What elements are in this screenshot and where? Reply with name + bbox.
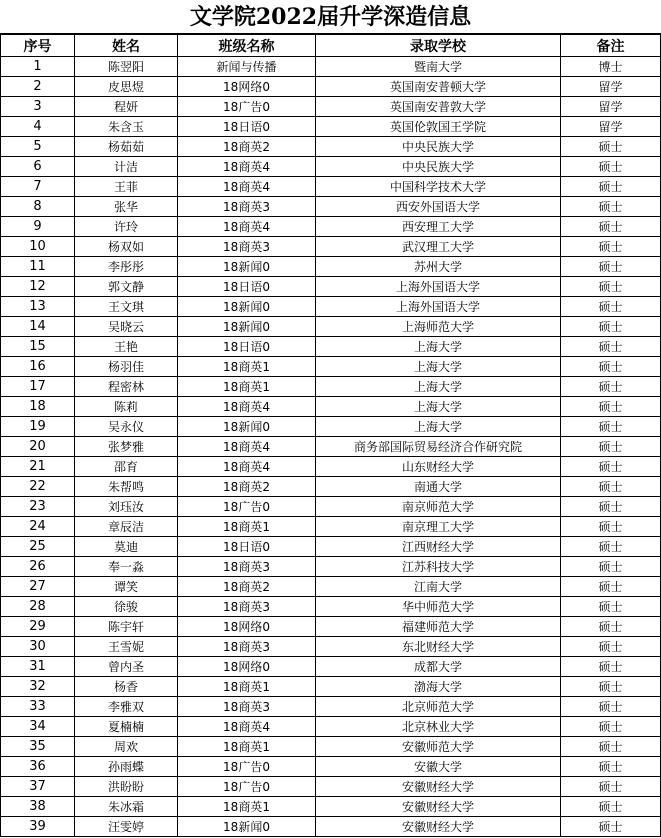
cell-index: 35 [1, 737, 75, 757]
cell-class: 18商英2 [178, 477, 316, 497]
table-row [1, 817, 661, 837]
table-row [1, 357, 661, 377]
cell-remark: 硕士 [561, 437, 661, 457]
table-row [1, 577, 661, 597]
cell-index: 5 [1, 137, 75, 157]
cell-remark: 硕士 [561, 417, 661, 437]
cell-school: 江南大学 [316, 577, 561, 597]
header-school: 录取学校 [316, 35, 561, 57]
cell-index: 8 [1, 197, 75, 217]
cell-school: 安徽师范大学 [316, 737, 561, 757]
cell-name: 王菲 [75, 177, 178, 197]
cell-school: 安徽财经大学 [316, 777, 561, 797]
cell-class: 18日语0 [178, 537, 316, 557]
cell-class: 18商英3 [178, 597, 316, 617]
cell-name: 张华 [75, 197, 178, 217]
cell-class: 18商英1 [178, 517, 316, 537]
cell-index: 18 [1, 397, 75, 417]
cell-remark: 硕士 [561, 377, 661, 397]
cell-index: 24 [1, 517, 75, 537]
cell-index: 13 [1, 297, 75, 317]
cell-class: 18商英4 [178, 217, 316, 237]
cell-remark: 硕士 [561, 717, 661, 737]
cell-name: 王艳 [75, 337, 178, 357]
cell-school: 山东财经大学 [316, 457, 561, 477]
cell-name: 杨香 [75, 677, 178, 697]
cell-name: 郭文静 [75, 277, 178, 297]
cell-school: 上海外国语大学 [316, 277, 561, 297]
cell-school: 江苏科技大学 [316, 557, 561, 577]
cell-index: 37 [1, 777, 75, 797]
table-row [1, 597, 661, 617]
cell-class: 18商英2 [178, 577, 316, 597]
table-row [1, 717, 661, 737]
table-row [1, 557, 661, 577]
cell-index: 7 [1, 177, 75, 197]
cell-name: 吴永仪 [75, 417, 178, 437]
table-row [1, 777, 661, 797]
cell-index: 33 [1, 697, 75, 717]
cell-name: 陈宇轩 [75, 617, 178, 637]
cell-remark: 硕士 [561, 317, 661, 337]
cell-class: 新闻与传播 [178, 57, 316, 77]
cell-class: 18商英4 [178, 177, 316, 197]
table-row [1, 417, 661, 437]
table-row [1, 457, 661, 477]
cell-class: 18商英4 [178, 437, 316, 457]
cell-name: 邵育 [75, 457, 178, 477]
cell-index: 22 [1, 477, 75, 497]
cell-remark: 硕士 [561, 217, 661, 237]
table-row [1, 57, 661, 77]
cell-index: 1 [1, 57, 75, 77]
cell-index: 20 [1, 437, 75, 457]
table-body [1, 57, 661, 837]
cell-school: 中央民族大学 [316, 157, 561, 177]
cell-remark: 硕士 [561, 637, 661, 657]
cell-name: 刘珏汝 [75, 497, 178, 517]
cell-class: 18商英3 [178, 197, 316, 217]
cell-class: 18商英1 [178, 677, 316, 697]
cell-class: 18新闻0 [178, 297, 316, 317]
cell-remark: 硕士 [561, 157, 661, 177]
cell-remark: 硕士 [561, 617, 661, 637]
cell-remark: 硕士 [561, 737, 661, 757]
table-row [1, 257, 661, 277]
cell-name: 莫迪 [75, 537, 178, 557]
header-name: 姓名 [75, 35, 178, 57]
cell-index: 34 [1, 717, 75, 737]
table-row [1, 137, 661, 157]
cell-class: 18商英4 [178, 157, 316, 177]
cell-index: 23 [1, 497, 75, 517]
table-row [1, 297, 661, 317]
cell-name: 程密林 [75, 377, 178, 397]
cell-index: 21 [1, 457, 75, 477]
cell-class: 18新闻0 [178, 317, 316, 337]
cell-remark: 硕士 [561, 197, 661, 217]
cell-index: 27 [1, 577, 75, 597]
cell-school: 英国伦敦国王学院 [316, 117, 561, 137]
table-row [1, 617, 661, 637]
header-remark: 备注 [561, 35, 661, 57]
cell-remark: 硕士 [561, 817, 661, 837]
cell-remark: 留学 [561, 117, 661, 137]
cell-school: 东北财经大学 [316, 637, 561, 657]
cell-class: 18商英4 [178, 457, 316, 477]
cell-school: 西安理工大学 [316, 217, 561, 237]
cell-remark: 硕士 [561, 477, 661, 497]
cell-school: 安徽大学 [316, 757, 561, 777]
table-row [1, 177, 661, 197]
cell-school: 英国南安普敦大学 [316, 97, 561, 117]
cell-name: 朱冰霜 [75, 797, 178, 817]
cell-school: 武汉理工大学 [316, 237, 561, 257]
cell-school: 商务部国际贸易经济合作研究院 [316, 437, 561, 457]
cell-index: 29 [1, 617, 75, 637]
cell-school: 上海大学 [316, 377, 561, 397]
cell-school: 成都大学 [316, 657, 561, 677]
table-row [1, 737, 661, 757]
table-row [1, 377, 661, 397]
cell-school: 上海大学 [316, 337, 561, 357]
table-row [1, 537, 661, 557]
table-row [1, 237, 661, 257]
cell-class: 18商英2 [178, 137, 316, 157]
cell-class: 18新闻0 [178, 417, 316, 437]
cell-school: 北京师范大学 [316, 697, 561, 717]
cell-school: 中国科学技术大学 [316, 177, 561, 197]
cell-class: 18商英3 [178, 557, 316, 577]
cell-class: 18商英1 [178, 797, 316, 817]
cell-index: 12 [1, 277, 75, 297]
cell-name: 王雪妮 [75, 637, 178, 657]
cell-school: 上海大学 [316, 417, 561, 437]
cell-class: 18网络0 [178, 657, 316, 677]
table-row [1, 757, 661, 777]
cell-school: 上海大学 [316, 397, 561, 417]
cell-class: 18广告0 [178, 777, 316, 797]
cell-index: 15 [1, 337, 75, 357]
cell-remark: 硕士 [561, 277, 661, 297]
cell-name: 谭笑 [75, 577, 178, 597]
cell-class: 18网络0 [178, 617, 316, 637]
cell-school: 上海大学 [316, 357, 561, 377]
table-row [1, 97, 661, 117]
cell-class: 18日语0 [178, 117, 316, 137]
cell-remark: 硕士 [561, 517, 661, 537]
cell-name: 曾内圣 [75, 657, 178, 677]
cell-name: 章辰洁 [75, 517, 178, 537]
cell-name: 洪盼盼 [75, 777, 178, 797]
table-row [1, 197, 661, 217]
cell-remark: 硕士 [561, 337, 661, 357]
cell-name: 孙雨蝶 [75, 757, 178, 777]
cell-name: 夏楠楠 [75, 717, 178, 737]
cell-index: 39 [1, 817, 75, 837]
cell-index: 11 [1, 257, 75, 277]
cell-remark: 硕士 [561, 457, 661, 477]
cell-name: 吴晓云 [75, 317, 178, 337]
cell-name: 朱帮鸣 [75, 477, 178, 497]
cell-name: 杨茹茹 [75, 137, 178, 157]
cell-school: 安徽财经大学 [316, 817, 561, 837]
cell-class: 18广告0 [178, 757, 316, 777]
cell-class: 18广告0 [178, 97, 316, 117]
header-class: 班级名称 [178, 35, 316, 57]
cell-school: 中央民族大学 [316, 137, 561, 157]
cell-name: 汪雯婷 [75, 817, 178, 837]
table-row [1, 217, 661, 237]
cell-remark: 硕士 [561, 257, 661, 277]
cell-class: 18网络0 [178, 77, 316, 97]
cell-index: 31 [1, 657, 75, 677]
cell-remark: 留学 [561, 97, 661, 117]
cell-name: 皮思煜 [75, 77, 178, 97]
table-row [1, 797, 661, 817]
cell-index: 17 [1, 377, 75, 397]
cell-remark: 硕士 [561, 557, 661, 577]
table-row [1, 497, 661, 517]
cell-remark: 硕士 [561, 797, 661, 817]
cell-remark: 硕士 [561, 677, 661, 697]
cell-index: 10 [1, 237, 75, 257]
cell-school: 北京林业大学 [316, 717, 561, 737]
cell-school: 英国南安普顿大学 [316, 77, 561, 97]
cell-remark: 硕士 [561, 137, 661, 157]
cell-remark: 硕士 [561, 177, 661, 197]
cell-name: 徐骏 [75, 597, 178, 617]
table-row [1, 157, 661, 177]
table-row [1, 477, 661, 497]
sheet-title: 文学院2022届升学深造信息 [0, 0, 661, 34]
cell-school: 华中师范大学 [316, 597, 561, 617]
cell-class: 18商英1 [178, 737, 316, 757]
cell-name: 朱含玉 [75, 117, 178, 137]
cell-class: 18日语0 [178, 277, 316, 297]
table-row [1, 657, 661, 677]
table-row [1, 677, 661, 697]
cell-school: 江西财经大学 [316, 537, 561, 557]
cell-name: 杨双如 [75, 237, 178, 257]
cell-name: 奉一淼 [75, 557, 178, 577]
cell-index: 6 [1, 157, 75, 177]
cell-class: 18商英3 [178, 697, 316, 717]
cell-class: 18商英3 [178, 237, 316, 257]
cell-name: 王文琪 [75, 297, 178, 317]
cell-class: 18广告0 [178, 497, 316, 517]
table-row [1, 317, 661, 337]
cell-name: 李彤彤 [75, 257, 178, 277]
cell-school: 安徽财经大学 [316, 797, 561, 817]
cell-index: 19 [1, 417, 75, 437]
table-row [1, 637, 661, 657]
cell-remark: 硕士 [561, 777, 661, 797]
table-row [1, 397, 661, 417]
cell-remark: 博士 [561, 57, 661, 77]
cell-index: 26 [1, 557, 75, 577]
cell-name: 程妍 [75, 97, 178, 117]
cell-school: 上海师范大学 [316, 317, 561, 337]
cell-name: 许玲 [75, 217, 178, 237]
cell-class: 18商英4 [178, 397, 316, 417]
cell-school: 渤海大学 [316, 677, 561, 697]
header-row [1, 35, 661, 57]
table-row [1, 277, 661, 297]
cell-name: 周欢 [75, 737, 178, 757]
cell-index: 4 [1, 117, 75, 137]
admission-table [0, 34, 661, 837]
cell-class: 18日语0 [178, 337, 316, 357]
table-row [1, 337, 661, 357]
cell-index: 2 [1, 77, 75, 97]
cell-name: 李雅双 [75, 697, 178, 717]
cell-name: 杨羽佳 [75, 357, 178, 377]
cell-index: 14 [1, 317, 75, 337]
cell-index: 38 [1, 797, 75, 817]
cell-remark: 硕士 [561, 537, 661, 557]
cell-school: 西安外国语大学 [316, 197, 561, 217]
cell-remark: 硕士 [561, 397, 661, 417]
cell-class: 18商英4 [178, 717, 316, 737]
cell-index: 9 [1, 217, 75, 237]
header-index: 序号 [1, 35, 75, 57]
cell-remark: 硕士 [561, 697, 661, 717]
cell-index: 3 [1, 97, 75, 117]
cell-school: 南京理工大学 [316, 517, 561, 537]
cell-remark: 硕士 [561, 237, 661, 257]
cell-class: 18商英3 [178, 637, 316, 657]
cell-index: 30 [1, 637, 75, 657]
cell-remark: 硕士 [561, 597, 661, 617]
cell-remark: 硕士 [561, 357, 661, 377]
cell-class: 18新闻0 [178, 257, 316, 277]
cell-class: 18新闻0 [178, 817, 316, 837]
cell-index: 25 [1, 537, 75, 557]
cell-remark: 硕士 [561, 297, 661, 317]
cell-school: 南京师范大学 [316, 497, 561, 517]
cell-remark: 硕士 [561, 497, 661, 517]
cell-school: 南通大学 [316, 477, 561, 497]
table-row [1, 517, 661, 537]
cell-remark: 硕士 [561, 657, 661, 677]
cell-school: 苏州大学 [316, 257, 561, 277]
cell-school: 福建师范大学 [316, 617, 561, 637]
cell-name: 张梦雅 [75, 437, 178, 457]
cell-class: 18商英1 [178, 357, 316, 377]
cell-name: 计洁 [75, 157, 178, 177]
cell-school: 暨南大学 [316, 57, 561, 77]
cell-index: 32 [1, 677, 75, 697]
cell-index: 36 [1, 757, 75, 777]
table-row [1, 77, 661, 97]
cell-index: 28 [1, 597, 75, 617]
cell-school: 上海外国语大学 [316, 297, 561, 317]
cell-name: 陈莉 [75, 397, 178, 417]
cell-name: 陈翌阳 [75, 57, 178, 77]
cell-remark: 硕士 [561, 757, 661, 777]
cell-remark: 硕士 [561, 577, 661, 597]
cell-index: 16 [1, 357, 75, 377]
table-row [1, 117, 661, 137]
table-row [1, 437, 661, 457]
cell-remark: 留学 [561, 77, 661, 97]
table-row [1, 697, 661, 717]
cell-class: 18商英1 [178, 377, 316, 397]
